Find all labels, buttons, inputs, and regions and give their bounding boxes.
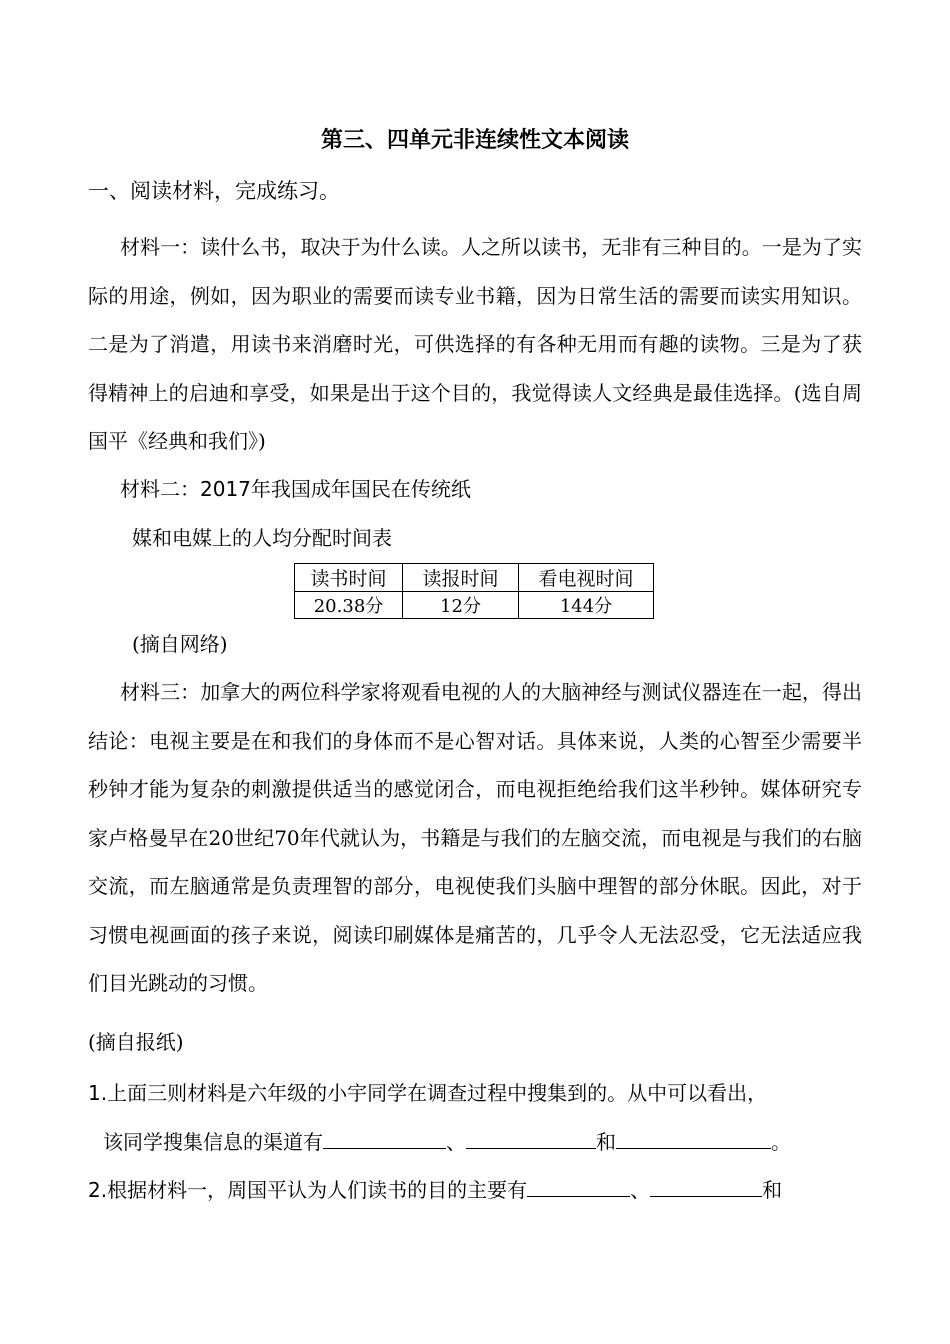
section-heading: 一、阅读材料，完成练习。 [88,179,340,203]
time-allocation-table [294,563,654,619]
question-one-line2 [103,1126,791,1157]
separator: 和 [762,1178,783,1202]
answer-blank-1[interactable] [323,1126,446,1149]
material-two-title-line1 [120,474,471,507]
separator: 、 [446,1130,466,1154]
table-value-row [295,592,654,619]
answer-blank-4[interactable] [527,1174,630,1197]
separator: 、 [630,1178,651,1202]
material-two-title-text: 2017年我国成年国民在传统纸 [200,477,471,501]
material-two-label: 材料二： [120,477,200,501]
material-two-title-line2: 媒和电媒上的人均分配时间表 [132,526,392,550]
separator: 和 [596,1130,616,1154]
table-header-row [295,564,654,592]
question-one-line1: 1.上面三则材料是六年级的小宇同学在调查过程中搜集到的。从中可以看出， [88,1081,768,1105]
value-reading-time: 20.38分 [295,592,403,619]
question-two-prefix: 2.根据材料一，周国平认为人们读书的目的主要有 [88,1178,528,1202]
header-tv-time: 看电视时间 [519,564,654,592]
material-one-paragraph: 材料一：读什么书，取决于为什么读。人之所以读书，无非有三种目的。一是为了实际的用途，例如，因为职业的需要而读专业书籍，因为日常生活的需要而读实用知识。二是为了消遣，用读书来消磨时光，可供选择的有各种无用而有趣的读物。三是为了获得精神上的启迪和享受，如果是出于这个目的，我觉得读人文经典是最佳选择。(选自周国平《经典和我们》) [88,235,862,453]
material-two-source: (摘自网络) [132,632,228,656]
answer-blank-5[interactable] [650,1174,762,1197]
page-title: 第三、四单元非连续性文本阅读 [320,128,629,153]
value-newspaper-time: 12分 [403,592,519,619]
question-one-prefix: 该同学搜集信息的渠道有 [103,1130,323,1154]
material-three-paragraph: 材料三：加拿大的两位科学家将观看电视的人的大脑神经与测试仪器连在一起，得出结论：电视主要是在和我们的身体而不是心智对话。具体来说，人类的心智至少需要半秒钟才能为复杂的刺激提供适当的感觉闭合，而电视拒绝给我们这半秒钟。媒体研究专家卢格曼早在20世纪70年代就认为，书籍是与我们的左脑交流，而电视是与我们的右脑交流，而左脑通常是负责理智的部分，电视使我们头脑中理智的部分休眠。因此，对于习惯电视画面的孩子来说，阅读印刷媒体是痛苦的，几乎令人无法忍受，它无法适应我们目光跳动的习惯。 [88,680,862,995]
answer-blank-3[interactable] [616,1126,771,1149]
material-three-source: (摘自报纸) [88,1030,184,1054]
header-newspaper-time: 读报时间 [403,564,519,592]
answer-blank-2[interactable] [466,1126,596,1149]
question-two-line1 [88,1174,782,1205]
value-tv-time: 144分 [519,592,654,619]
header-reading-time: 读书时间 [295,564,403,592]
end-mark: 。 [771,1130,791,1154]
